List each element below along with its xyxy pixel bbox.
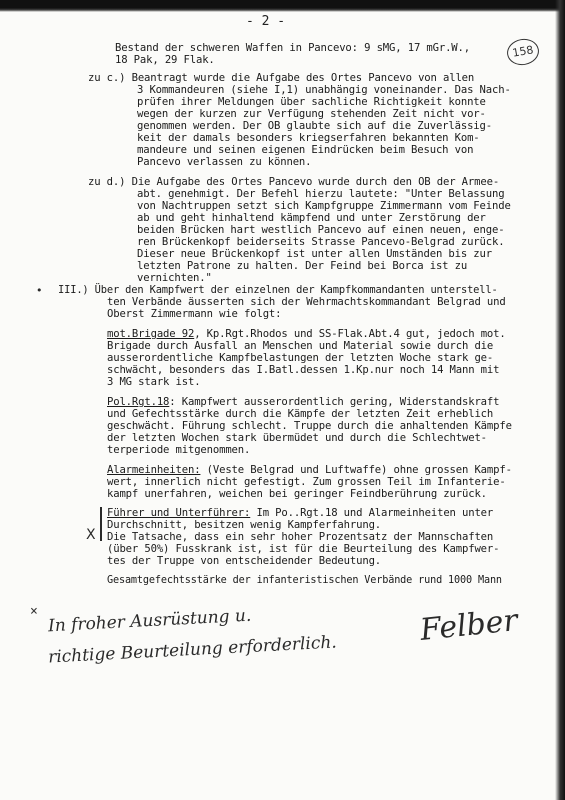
section-d-line-1: zu d.) Die Aufgabe des Ortes Pancevo wurde durch den OB der Armee- xyxy=(88,176,500,188)
alarm-units-line-2: wert, innerlich nicht gefestigt. Zum grossen Teil im Infanterie- xyxy=(107,476,506,488)
section-c-line-4: wegen der kurzen zur Verfügung stehenden Zeit nicht vor- xyxy=(137,108,486,120)
section-iii-line-1: III.) Über den Kampfwert der einzelnen der Kampfkommandanten unterstell- xyxy=(58,284,498,296)
section-c-line-6: keit der damals besonders kriegserfahren bekannten Kom- xyxy=(137,132,480,144)
alarm-units-line-3: kampf unerfahren, weichen bei geringer Feindberührung zurück. xyxy=(107,488,487,500)
police-regiment-text-start: : Kampfwert ausserordentlich gering, Widerstandskraft xyxy=(169,396,500,408)
alarm-units-text-start: (Veste Belgrad und Luftwaffe) ohne grossen Kampf- xyxy=(200,464,512,476)
scan-edge-right xyxy=(555,0,565,800)
section-c-line-3: prüfen ihrer Meldungen über sachliche Richtigkeit konnte xyxy=(137,96,486,108)
brigade-heading: mot.Brigade 92 xyxy=(107,328,195,340)
margin-bullet: • xyxy=(36,284,43,297)
brigade-paragraph-line-3: ausserordentliche Kampfbelastungen der letzten Woche stark ge- xyxy=(107,352,494,364)
section-c-line-7: mandeure und seinen eigenen Eindrücken beim Besuch von xyxy=(137,144,474,156)
alarm-units-heading: Alarmeinheiten: xyxy=(107,464,201,476)
handwritten-note-line-2: richtige Beurteilung erforderlich. xyxy=(47,632,338,668)
leaders-heading: Führer und Unterführer: xyxy=(107,507,251,519)
section-d-line-4: ab und geht hinhaltend kämpfend und unter Zerstörung der xyxy=(137,212,486,224)
police-regiment-line-4: der letzten Wochen stark übermüdet und durch die Schlechtwet- xyxy=(107,432,487,444)
page-number: - 2 - xyxy=(246,14,286,29)
archive-stamp: 158 xyxy=(505,36,541,67)
section-d-line-6: ren Brückenkopf beiderseits Strasse Pancevo-Belgrad zurück. xyxy=(137,236,505,248)
police-regiment-line-5: terperiode mitgenommen. xyxy=(107,444,251,456)
police-regiment-line-1 xyxy=(107,396,499,408)
section-d-line-2: abt. genehmigt. Der Befehl hierzu lautete: "Unter Belassung xyxy=(137,188,505,200)
weapons-line-2: 18 Pak, 29 Flak. xyxy=(115,54,215,66)
section-d-line-5: beiden Brücken hart westlich Pancevo auf einen neuen, enge- xyxy=(137,224,505,236)
section-d-line-8: letzten Patrone zu halten. Der Feind bei Borca ist zu xyxy=(137,260,468,272)
police-regiment-heading: Pol.Rgt.18 xyxy=(107,396,170,408)
margin-bar xyxy=(100,507,102,541)
brigade-paragraph-line-5: 3 MG stark ist. xyxy=(107,376,201,388)
section-c-line-1: zu c.) Beantragt wurde die Aufgabe des Ortes Pancevo von allen xyxy=(88,72,475,84)
section-d-line-9: vernichten." xyxy=(137,272,212,284)
police-regiment-line-3: geschwächt. Führung schlecht. Truppe durch die anhaltenden Kämpfe xyxy=(107,420,512,432)
total-strength-line: Gesamtgefechtsstärke der infanteristischen Verbände rund 1000 Mann xyxy=(107,575,502,586)
handwritten-asterisk: × xyxy=(30,604,38,619)
brigade-text-start: , Kp.Rgt.Rhodos und SS-Flak.Abt.4 gut, jedoch mot. xyxy=(194,328,506,340)
section-c-line-5: genommen werden. Der OB glaubte sich auf die Zuverlässig- xyxy=(137,120,492,132)
fact-line-2: (über 50%) Fusskrank ist, ist für die Beurteilung des Kampfwer- xyxy=(107,543,500,555)
fact-line-3: tes der Truppe von entscheidender Bedeutung. xyxy=(107,555,382,567)
police-regiment-line-2: und Gefechtsstärke durch die Kämpfe der letzten Zeit erheblich xyxy=(107,408,494,420)
fact-line-1: Die Tatsache, dass ein sehr hoher Prozentsatz der Mannschaften xyxy=(107,531,494,543)
brigade-paragraph-line-1 xyxy=(107,328,506,340)
handwritten-signature: Felber xyxy=(418,602,520,649)
weapons-line-1: Bestand der schweren Waffen in Pancevo: 9 sMG, 17 mGr.W., xyxy=(115,42,470,54)
section-c-line-8: Pancevo verlassen zu können. xyxy=(137,156,312,168)
brigade-paragraph-line-2: Brigade durch Ausfall an Menschen und Material sowie durch die xyxy=(107,340,494,352)
margin-cross: X xyxy=(86,527,96,543)
section-c-line-2: 3 Kommandeuren (siehe I,1) unabhängig voneinander. Das Nach- xyxy=(137,84,511,96)
brigade-paragraph-line-4: schwächt, besonders das I.Batl.dessen 1.Kp.nur noch 14 Mann mit xyxy=(107,364,500,376)
leaders-line-1 xyxy=(107,507,493,519)
leaders-text-start: Im Po..Rgt.18 und Alarmeinheiten unter xyxy=(250,507,494,519)
alarm-units-line-1 xyxy=(107,464,512,476)
handwritten-note-line-1: In froher Ausrüstung u. xyxy=(47,605,252,637)
section-d-line-7: Dieser neue Brückenkopf ist unter allen Umständen bis zur xyxy=(137,248,492,260)
leaders-line-2: Durchschnitt, besitzen wenig Kampferfahrung. xyxy=(107,519,382,531)
section-iii-line-2: ten Verbände äusserten sich der Wehrmachtskommandant Belgrad und xyxy=(107,296,506,308)
section-d-line-3: von Nachtruppen setzt sich Kampfgruppe Zimmermann vom Feinde xyxy=(137,200,511,212)
scan-edge-top xyxy=(0,0,565,12)
section-iii-line-3: Oberst Zimmermann wie folgt: xyxy=(107,308,282,320)
